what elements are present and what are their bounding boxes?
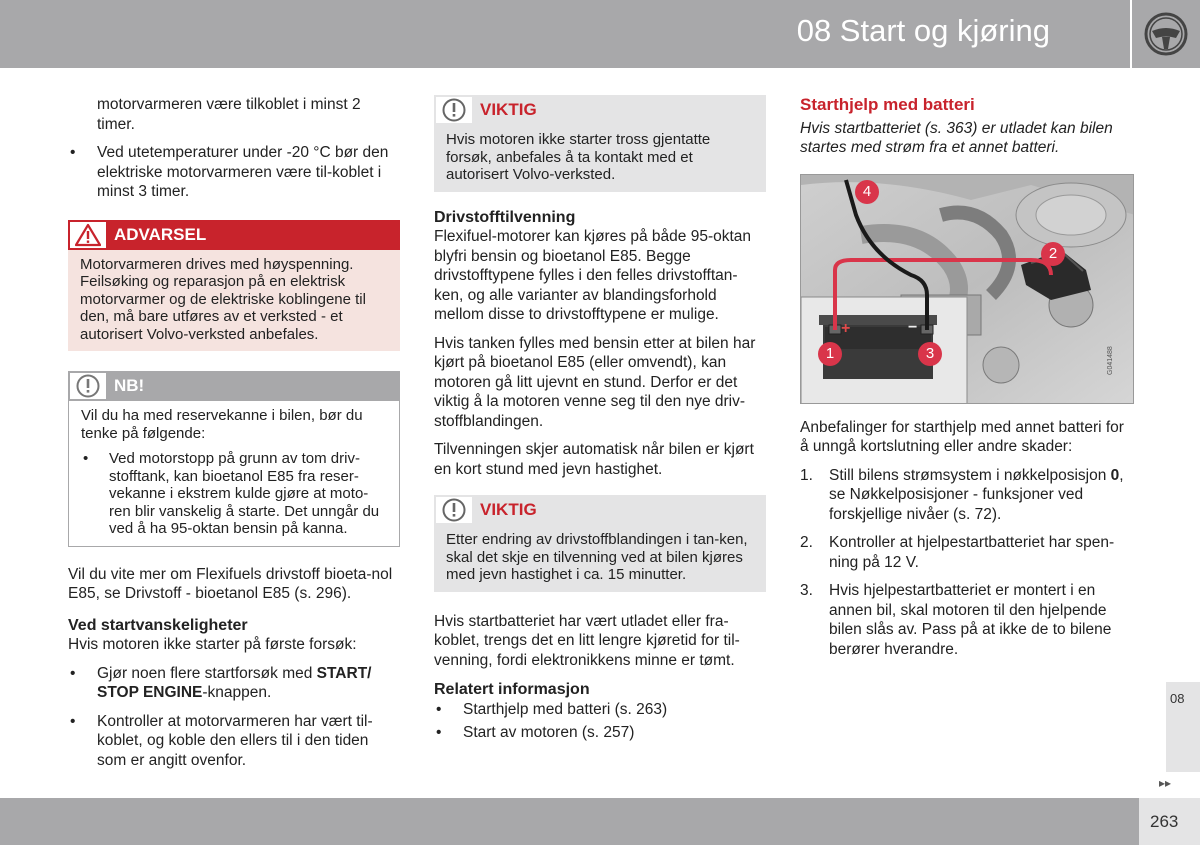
double-chevron-right-icon[interactable]: ▸▸ — [1159, 776, 1172, 790]
callout-4: 4 — [855, 180, 879, 204]
plus-sign: + — [841, 319, 851, 337]
chapter-title: 08 Start og kjøring — [796, 13, 1050, 48]
section-heading: Relatert informasjon — [434, 681, 590, 698]
continued-text: motorvarmeren være tilkoblet i minst 2 timer. — [97, 96, 361, 133]
important-header — [434, 495, 766, 525]
list-item — [800, 466, 1134, 525]
callout-3: 3 — [918, 342, 942, 366]
important-box — [434, 495, 766, 592]
numbered-list — [800, 466, 1134, 660]
list-item — [800, 581, 1134, 659]
note-box — [68, 371, 400, 547]
important-text: Hvis motoren ikke starter tross gjentatte forsøk, anbefales å ta kontakt med et autorisert Volvo-verksted. — [434, 125, 766, 192]
related-link[interactable]: • Start av motoren (s. 257) — [434, 723, 766, 743]
note-intro: Vil du ha med reservekanne i bilen, bør du tenke på følgende: — [81, 407, 363, 442]
exclamation-icon — [434, 95, 474, 125]
note-bullet-list — [81, 450, 387, 538]
exclamation-icon — [434, 495, 474, 525]
paragraph: Hvis startbatteriet har vært utladet eller fra-koblet, trengs det en litt lengre kjøretid for til-venning, fordi elektronikkens minne er tømt. — [434, 612, 740, 669]
page-number: 263 — [1150, 812, 1179, 831]
paragraph: Hvis tanken fylles med bensin etter at bilen har kjørt på bioetanol E85 (eller omvendt), kan motoren gå litt ujevnt en stund. Derfor er det viktig å la motoren venne seg til den nye driv-stoffblandingen. — [434, 334, 756, 430]
text-span: Kontroller at hjelpestartbatteriet har spen-ning på 12 V. — [829, 534, 1115, 571]
text-span: -knappen. — [202, 684, 272, 701]
minus-sign: − — [908, 318, 918, 336]
callout-2: 2 — [1041, 242, 1065, 266]
column-left — [68, 95, 400, 779]
list-item: • Ved motorstopp på grunn av tom driv-stofftank, kan bioetanol E85 fra reser-vekanne i ekstrem kulde gjøre at moto-ren blir vanskelig å starte. Det unngår du ved å ha 95-oktan bensin på kanna. — [81, 450, 387, 538]
button-name: START/ STOP ENGINE — [97, 664, 372, 701]
warning-label: ADVARSEL — [114, 224, 207, 244]
text-span: Gjør noen flere startforsøk med — [97, 664, 317, 682]
column-middle — [434, 95, 766, 752]
paragraph: Anbefalinger for starthjelp med annet batteri for å unngå kortslutning eller andre skader: — [800, 418, 1124, 455]
important-header — [434, 95, 766, 125]
note-body — [68, 401, 400, 547]
paragraph: Hvis motoren ikke starter på første forsøk: — [68, 636, 357, 653]
step-number: 2. — [800, 534, 813, 551]
section-heading: Drivstofftilvenning — [434, 208, 576, 226]
paragraph: Vil du vite mer om Flexifuels drivstoff bioeta-nol E85, se Drivstoff - bioetanol E85 (s. 296). — [68, 565, 393, 602]
important-label: VIKTIG — [480, 500, 537, 520]
related-list — [434, 700, 766, 743]
warning-box — [68, 220, 400, 352]
column-right — [800, 95, 1134, 668]
bullet-list — [68, 664, 400, 771]
engine-bay-image — [801, 175, 1134, 404]
step-number: 3. — [800, 582, 813, 599]
section-title: Starthjelp med batteri — [800, 95, 975, 114]
figure-code: G041488 — [1107, 345, 1114, 375]
intro-text: Hvis startbatteriet (s. 363) er utladet kan bilen startes med strøm fra et annet batteri. — [800, 119, 1113, 156]
callout-1: 1 — [818, 342, 842, 366]
header-bar — [0, 0, 1130, 68]
paragraph: Flexifuel-motorer kan kjøres på både 95-oktan blyfri bensin og bioetanol E85. Begge drivstofftypene fylles i den felles drivstofftan-ken, og alle varianter av blandingsforhold mellom disse to drivstofftypene er mulige. — [434, 228, 752, 323]
chapter-tab-label: 08 — [1170, 691, 1185, 706]
step-number: 1. — [800, 466, 813, 484]
warning-header — [68, 220, 400, 250]
important-text: Etter endring av drivstoffblandingen i tan-ken, skal det skje en tilvenning ved at bilen kjøres med jevn hastighet i ca. 15 minutter. — [434, 525, 766, 592]
list-item: • Ved utetemperaturer under -20 °C bør den elektriske motorvarmeren være til-koblet i minst 3 timer. — [68, 143, 400, 202]
key-position: 0 — [1110, 466, 1120, 484]
note-label: NB! — [114, 376, 145, 396]
warning-text: Motorvarmeren drives med høyspenning. Feilsøking og reparasjon på en elektrisk motorvarmer og de elektriske koblingene til den, må bare utføres av et verksted - et autorisert Volvo-verksted anbefales. — [68, 250, 400, 352]
info-icon — [68, 371, 108, 401]
steering-wheel-icon — [1143, 11, 1189, 57]
important-label: VIKTIG — [480, 100, 537, 120]
footer-bar — [0, 798, 1200, 845]
text-span: Still bilens strømsystem i nøkkelposisjon — [829, 466, 1111, 484]
bullet-list — [68, 143, 400, 202]
warning-triangle-icon — [68, 220, 108, 250]
text-span: Hvis hjelpestartbatteriet er montert i en annen bil, skal motoren til den hjelpende bilen slås av. Pass på at ikke de to bilene berører hverandre. — [829, 582, 1112, 658]
list-item — [68, 664, 400, 703]
jump-start-illustration — [800, 174, 1134, 404]
related-link[interactable]: • Starthjelp med batteri (s. 263) — [434, 700, 766, 720]
section-heading: Ved startvanskeligheter — [68, 616, 248, 634]
paragraph: Tilvenningen skjer automatisk når bilen er kjørt en kort stund med jevn hastighet. — [434, 441, 754, 478]
list-item: • Kontroller at motorvarmeren har vært til-koblet, og koble den ellers til i den tiden som er angitt ovenfor. — [68, 712, 400, 771]
list-item — [800, 533, 1134, 572]
note-header — [68, 371, 400, 401]
important-box — [434, 95, 766, 192]
chapter-icon-box — [1132, 0, 1200, 68]
text-span: , se Nøkkelposisjoner - funksjoner ved forskjellige nivåer (s. 72). — [829, 466, 1124, 523]
